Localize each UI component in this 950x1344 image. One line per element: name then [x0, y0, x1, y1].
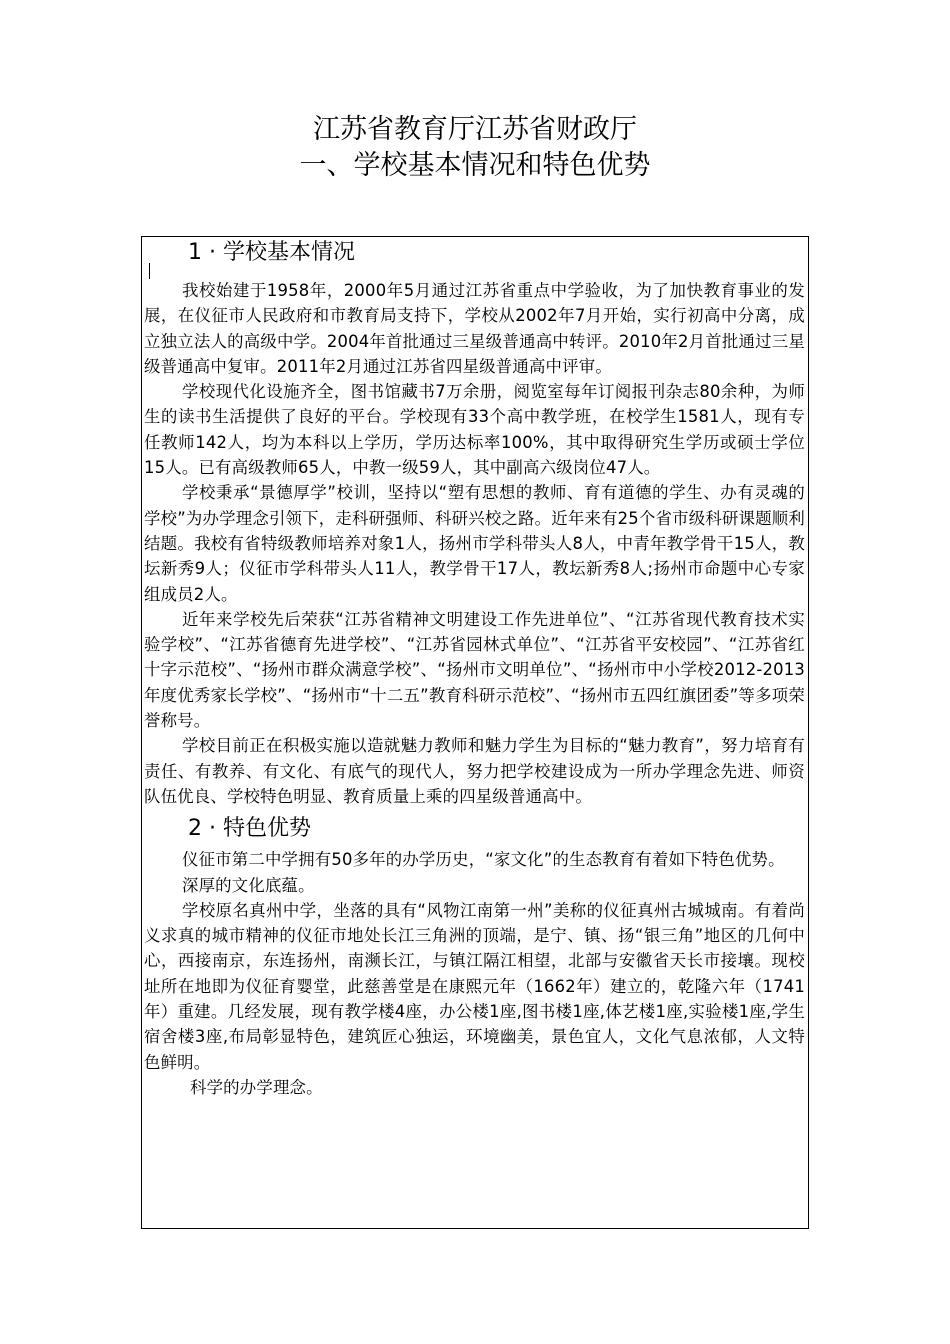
paragraph: 深厚的文化底蕴。 — [182, 875, 315, 895]
page-header — [0, 112, 950, 184]
content-box — [141, 236, 809, 1229]
paragraph: 近年来学校先后荣获“江苏省精神文明建设工作先进单位”、“江苏省现代教育技术实验学校”、“江苏省德育先进学校”、“江苏省园林式单位”、“江苏省平安校园”、“江苏省红十字示范校”、“扬州市群众满意学校”、“扬州市文明单位”、“扬州市中小学校2012-2013年度优秀家长学校”、“扬州市“十二五”教育科研示范校”、“扬州市五四红旗团委”等多项荣誉称号。 — [144, 609, 805, 731]
section-heading-features: 2 · 特色优势 — [188, 816, 311, 842]
paragraph: 仪征市第二中学拥有50多年的办学历史，“家文化”的生态教育有着如下特色优势。 — [182, 850, 785, 870]
paragraph: 我校始建于1958年，2000年5月通过江苏省重点中学验收，为了加快教育事业的发展，在仪征市人民政府和市教育局支持下，学校从2002年7月开始，实行初高中分离，成立独立法人的高级中学。2004年首批通过三星级普通高中转评。2010年2月首批通过三星级普通高中复审。2011年2月通过江苏省四星级普通高中评审。 — [144, 281, 805, 376]
box-edge-mark — [149, 263, 150, 279]
section-heading-basic-info: 1 · 学校基本情况 — [188, 240, 355, 265]
paragraph: 学校秉承“景德厚学”校训，坚持以“塑有思想的教师、育有道德的学生、办有灵魂的学校”为办学理念引领下，走科研强师、科研兴校之路。近年来有25个省市级科研课题顺利结题。我校有省特级教师培养对象1人，扬州市学科带头人8人，中青年教学骨干15人，教坛新秀9人；仪征市学科带头人11人，教学骨干17人，教坛新秀8人;扬州市命题中心专家组成员2人。 — [144, 483, 805, 604]
paragraph: 学校原名真州中学，坐落的具有“风物江南第一州”美称的仪征真州古城城南。有着尚义求真的城市精神的仪征市地处长江三角洲的顶端，是宁、镇、扬“银三角”地区的几何中心，西接南京，东连扬州，南濒长江，与镇江隔江相望，北部与安徽省天长市接壤。现校址所在地即为仪征育婴堂，此慈善堂是在康熙元年（1662年）建立的，乾隆六年（1741年）重建。几经发展，现有教学楼4座，办公楼1座,图书楼1座,体艺楼1座,实验楼1座,学生宿舍楼3座,布局彰显特色，建筑匠心独运，环境幽美，景色宜人，文化气息浓郁，人文特色鲜明。 — [144, 900, 805, 1072]
page-title: 江苏省教育厅江苏省财政厅 — [313, 114, 637, 145]
page-subtitle: 一、学校基本情况和特色优势 — [299, 150, 651, 181]
paragraph: 学校目前正在积极实施以造就魅力教师和魅力学生为目标的“魅力教育”，努力培育有责任、有教养、有文化、有底气的现代人，努力把学校建设成为一所办学理念先进、师资队伍优良、学校特色明显、教育质量上乘的四星级普通高中。 — [144, 736, 805, 806]
paragraph: 学校现代化设施齐全，图书馆藏书7万余册，阅览室每年订阅报刊杂志80余种，为师生的读书生活提供了良好的平台。学校现有33个高中教学班，在校学生1581人，现有专任教师142人，均为本科以上学历，学历达标率100%，其中取得研究生学历或硕士学位15人。已有高级教师65人，中教一级59人，其中副高六级岗位47人。 — [144, 382, 805, 478]
paragraph-final: 科学的办学理念。 — [190, 1077, 323, 1097]
